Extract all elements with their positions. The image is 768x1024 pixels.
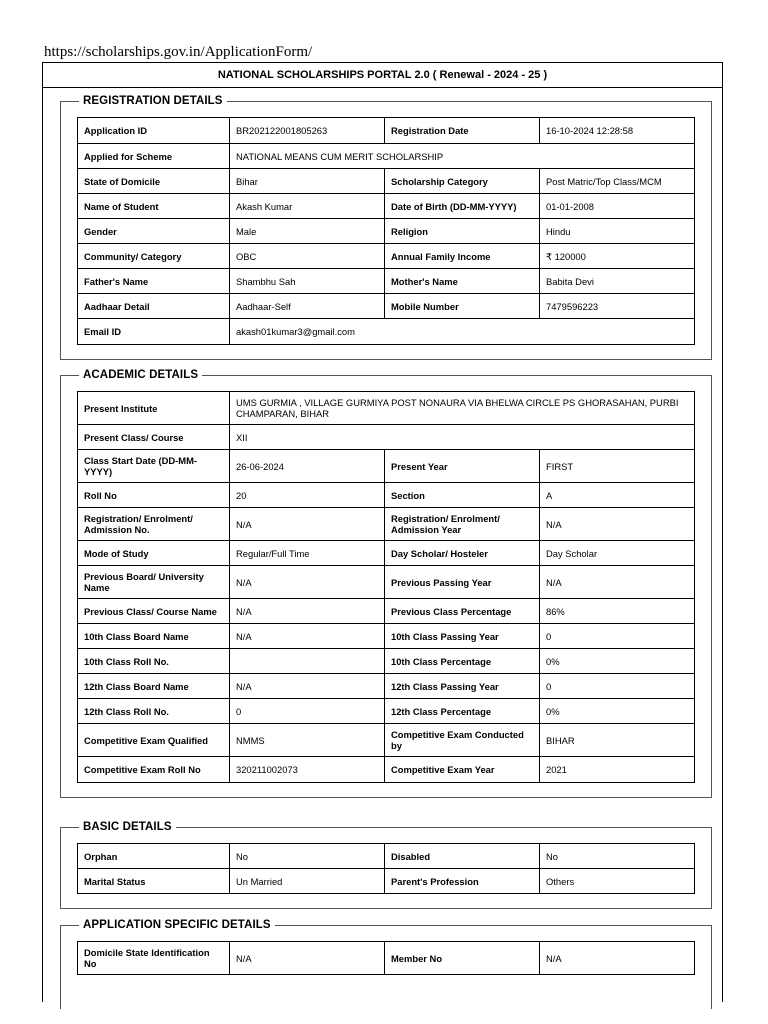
field-label: Registration/ Enrolment/ Admission Year [385,508,540,541]
section-legend: APPLICATION SPECIFIC DETAILS [83,919,271,931]
field-label: Father's Name [78,269,230,294]
field-label: 10th Class Board Name [78,624,230,649]
field-label: Scholarship Category [385,169,540,194]
table-row [78,844,695,869]
field-value: No [540,844,695,869]
table-row [78,144,695,169]
field-label: Present Institute [78,392,230,425]
field-value: Babita Devi [540,269,695,294]
field-value: N/A [540,508,695,541]
field-label: Community/ Category [78,244,230,269]
table-row [78,194,695,219]
table-row [78,869,695,894]
field-value: ₹ 120000 [540,244,695,269]
section-legend: REGISTRATION DETAILS [83,95,223,107]
field-value: N/A [230,508,385,541]
portal-title: NATIONAL SCHOLARSHIPS PORTAL 2.0 ( Renewal - 2024 - 25 ) [43,63,722,88]
field-value: N/A [230,599,385,624]
table-row [78,674,695,699]
field-value: 0 [540,674,695,699]
field-label: Application ID [78,118,230,144]
field-value: Aadhaar-Self [230,294,385,319]
table-row [78,508,695,541]
field-value: N/A [230,942,385,975]
field-value: 16-10-2024 12:28:58 [540,118,695,144]
table-row [78,942,695,975]
table-row [78,599,695,624]
field-value: OBC [230,244,385,269]
field-value: N/A [230,566,385,599]
table-row [78,425,695,450]
field-value: Others [540,869,695,894]
field-label: Day Scholar/ Hosteler [385,541,540,566]
field-label: Disabled [385,844,540,869]
table-row [78,118,695,144]
registration-table [77,117,695,345]
field-label: Competitive Exam Roll No [78,757,230,783]
table-row [78,483,695,508]
field-label: 12th Class Roll No. [78,699,230,724]
field-label: Competitive Exam Conducted by [385,724,540,757]
field-label: Email ID [78,319,230,345]
section-legend: ACADEMIC DETAILS [83,369,199,381]
field-label: Roll No [78,483,230,508]
table-row [78,566,695,599]
field-value: 0% [540,649,695,674]
field-label: Date of Birth (DD-MM-YYYY) [385,194,540,219]
field-value: 0 [540,624,695,649]
field-value: N/A [540,566,695,599]
field-label: Previous Class/ Course Name [78,599,230,624]
field-label: Competitive Exam Year [385,757,540,783]
registration-details-section [60,95,712,360]
field-label: Aadhaar Detail [78,294,230,319]
academic-table [77,391,695,783]
field-label: Gender [78,219,230,244]
field-value: 20 [230,483,385,508]
field-value: 86% [540,599,695,624]
field-value: NATIONAL MEANS CUM MERIT SCHOLARSHIP [230,144,695,169]
table-row [78,724,695,757]
field-value: UMS GURMIA , VILLAGE GURMIYA POST NONAURA VIA BHELWA CIRCLE PS GHORASAHAN, PURBI CHAMPARAN, BIHAR [230,392,695,425]
table-row [78,649,695,674]
page-url: https://scholarships.gov.in/ApplicationForm/ [44,44,313,60]
field-value: Male [230,219,385,244]
field-label: Mother's Name [385,269,540,294]
table-row [78,319,695,345]
field-label: Domicile State Identification No [78,942,230,975]
table-row [78,244,695,269]
table-row [78,541,695,566]
field-value: 0 [230,699,385,724]
table-row [78,699,695,724]
field-label: Registration/ Enrolment/ Admission No. [78,508,230,541]
field-label: Present Year [385,450,540,483]
field-label: Orphan [78,844,230,869]
table-row [78,392,695,425]
table-row [78,450,695,483]
section-legend: BASIC DETAILS [83,821,172,833]
field-label: 12th Class Board Name [78,674,230,699]
application-specific-details-section [60,919,712,1009]
field-value: 2021 [540,757,695,783]
field-value: NMMS [230,724,385,757]
academic-details-section [60,369,712,798]
field-value: 01-01-2008 [540,194,695,219]
table-row [78,169,695,194]
field-label: Previous Class Percentage [385,599,540,624]
field-label: 12th Class Percentage [385,699,540,724]
basic-table [77,843,695,894]
field-label: Previous Board/ University Name [78,566,230,599]
field-label: Name of Student [78,194,230,219]
field-value: Shambhu Sah [230,269,385,294]
field-value: BIHAR [540,724,695,757]
field-value: akash01kumar3@gmail.com [230,319,695,345]
field-value: A [540,483,695,508]
field-label: Competitive Exam Qualified [78,724,230,757]
field-value: 7479596223 [540,294,695,319]
table-row [78,294,695,319]
field-label: Registration Date [385,118,540,144]
field-label: Religion [385,219,540,244]
field-label: Present Class/ Course [78,425,230,450]
field-value: Hindu [540,219,695,244]
field-label: State of Domicile [78,169,230,194]
field-label: Section [385,483,540,508]
field-value: N/A [230,674,385,699]
field-value: 320211002073 [230,757,385,783]
application-form [42,62,723,1002]
field-value: 0% [540,699,695,724]
field-value: Un Married [230,869,385,894]
field-value: XII [230,425,695,450]
field-value [230,649,385,674]
field-value: Regular/Full Time [230,541,385,566]
field-label: Parent's Profession [385,869,540,894]
table-row [78,757,695,783]
field-value: Day Scholar [540,541,695,566]
field-label: Mobile Number [385,294,540,319]
table-row [78,219,695,244]
table-row [78,624,695,649]
field-label: Applied for Scheme [78,144,230,169]
application-specific-table [77,941,695,975]
field-label: Mode of Study [78,541,230,566]
table-row [78,269,695,294]
field-label: Annual Family Income [385,244,540,269]
field-label: Member No [385,942,540,975]
field-label: Previous Passing Year [385,566,540,599]
field-label: 10th Class Roll No. [78,649,230,674]
field-value: N/A [540,942,695,975]
field-value: N/A [230,624,385,649]
field-value: FIRST [540,450,695,483]
field-label: 10th Class Percentage [385,649,540,674]
field-label: Class Start Date (DD-MM-YYYY) [78,450,230,483]
basic-details-section [60,821,712,909]
field-label: 10th Class Passing Year [385,624,540,649]
field-value: Bihar [230,169,385,194]
field-value: BR202122001805263 [230,118,385,144]
field-label: 12th Class Passing Year [385,674,540,699]
field-value: No [230,844,385,869]
field-value: 26-06-2024 [230,450,385,483]
field-value: Akash Kumar [230,194,385,219]
field-label: Marital Status [78,869,230,894]
field-value: Post Matric/Top Class/MCM [540,169,695,194]
